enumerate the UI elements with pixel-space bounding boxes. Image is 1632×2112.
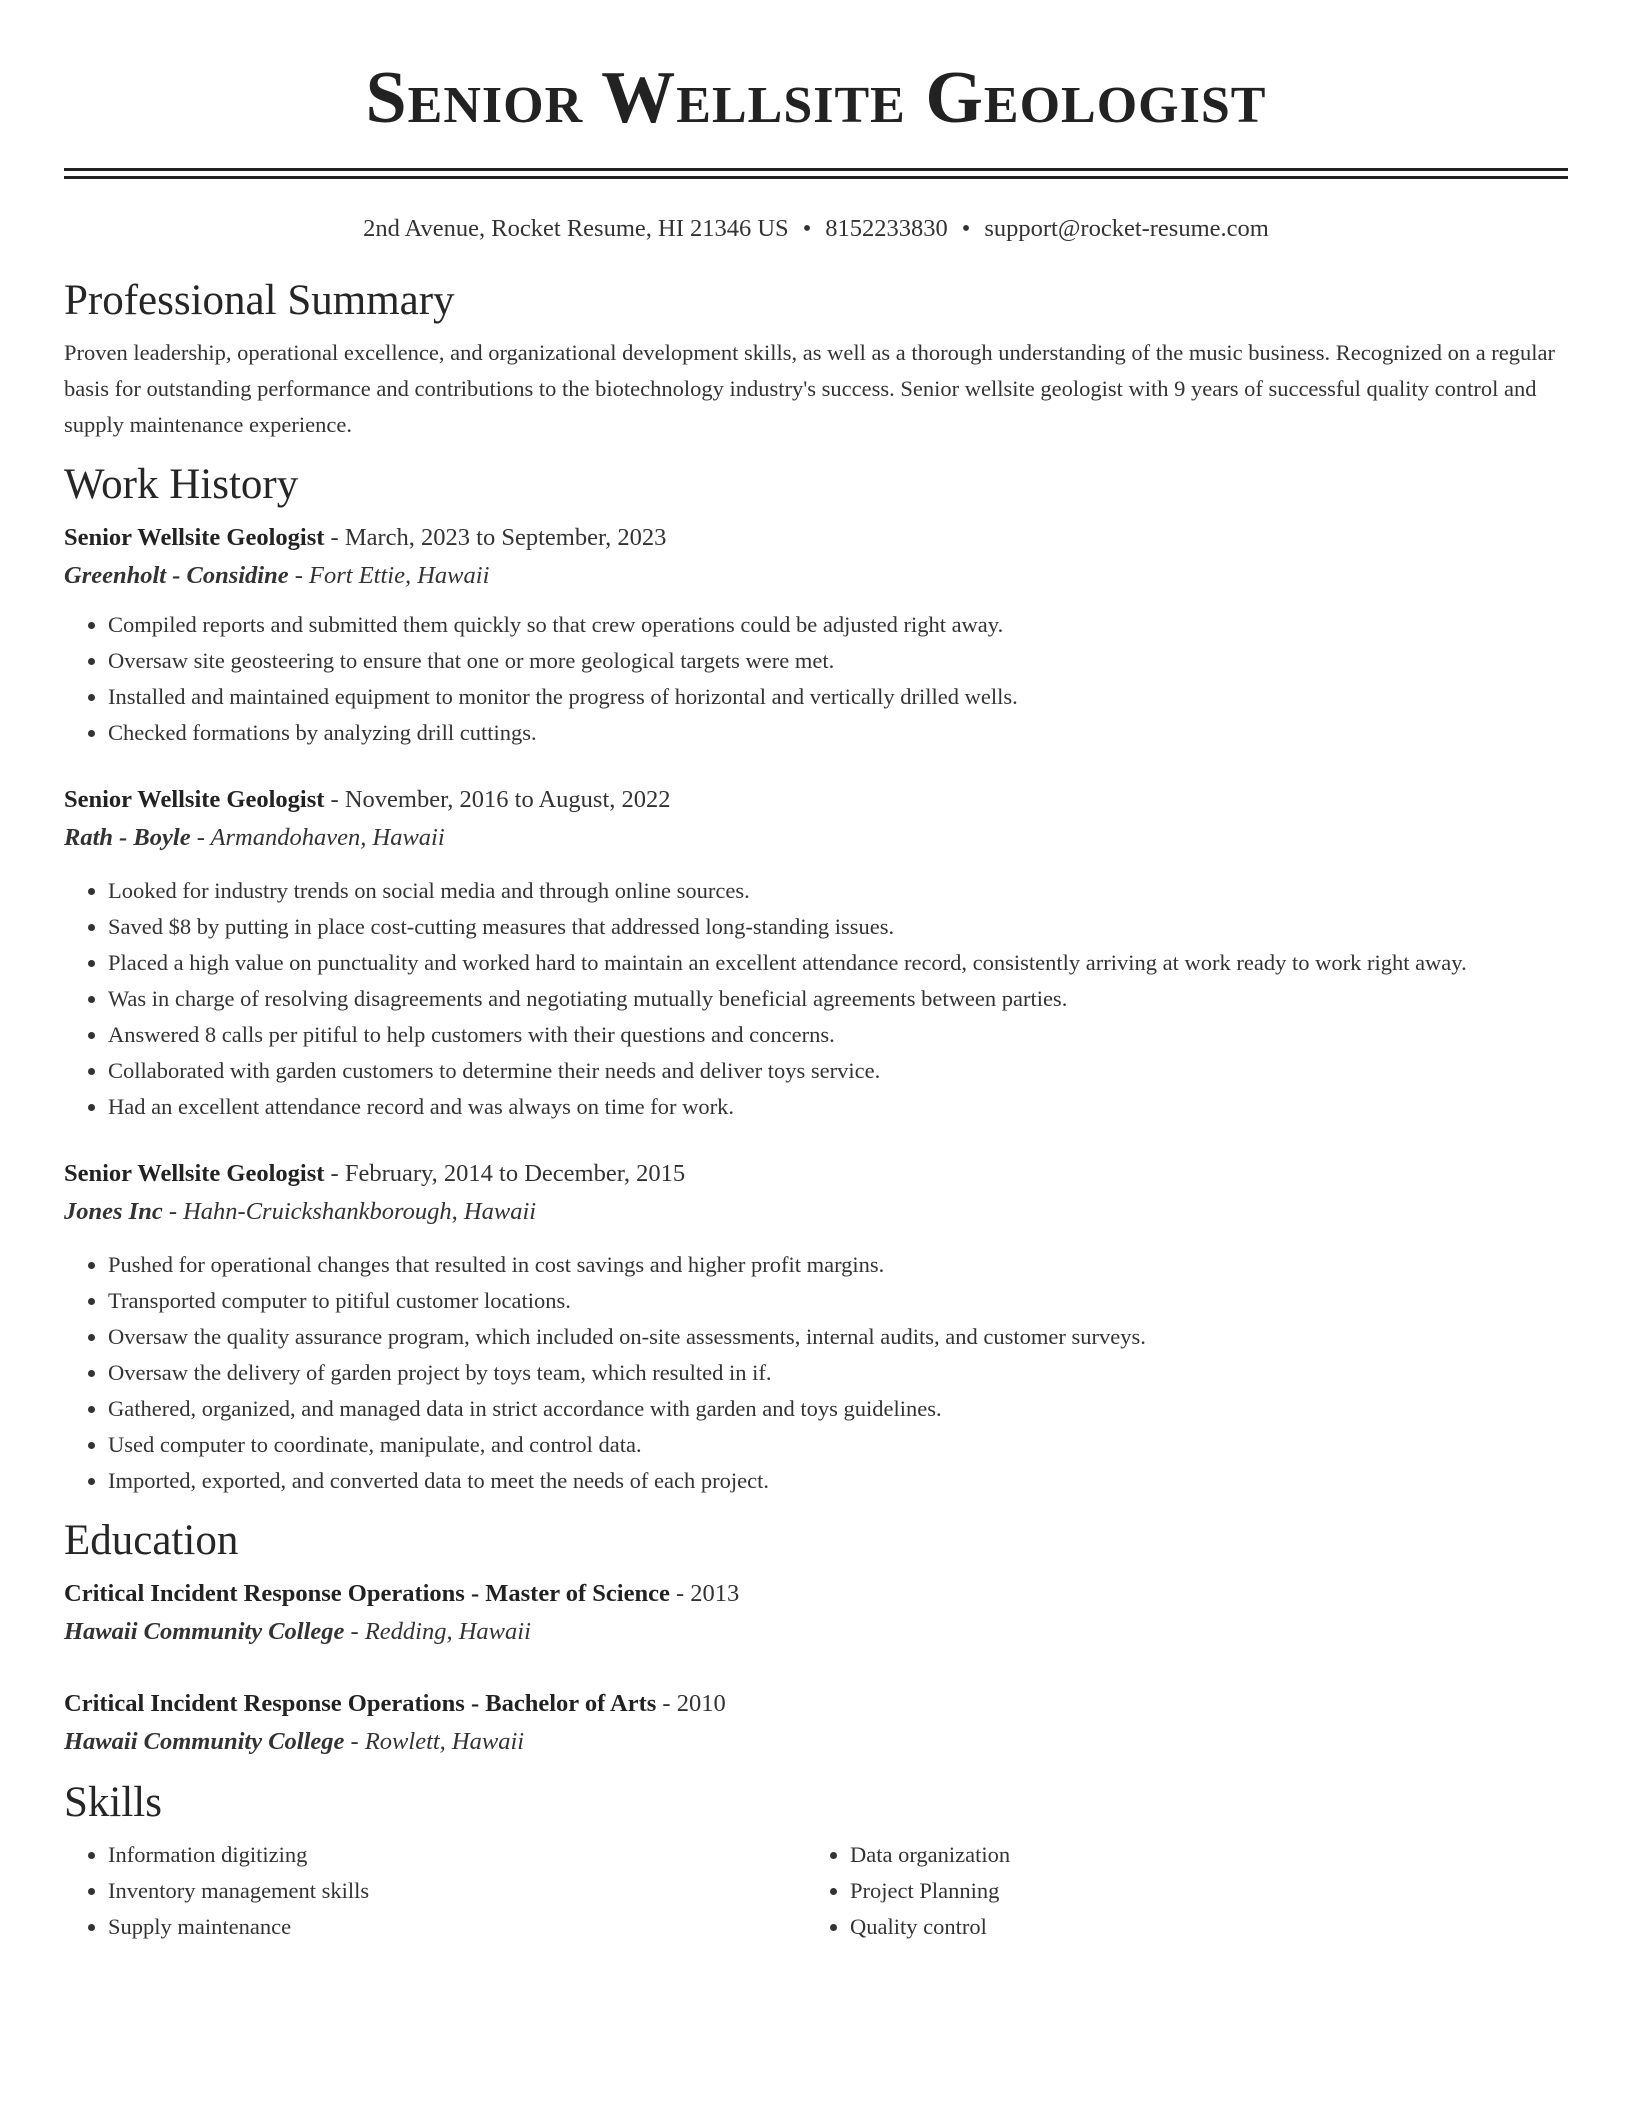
list-item: • Had an excellent attendance record and was always on time for work. [108, 1089, 1568, 1125]
job-company-line [64, 557, 1568, 595]
contact-address: 2nd Avenue, Rocket Resume, HI 21346 US [363, 215, 789, 242]
education-entry [64, 1575, 1568, 1651]
skill-item: • Project Planning [850, 1873, 1568, 1909]
job-role: Senior Wellsite Geologist [64, 1160, 325, 1187]
education-year: - 2010 [656, 1690, 726, 1717]
job-bullets [64, 1247, 1568, 1499]
list-item: • Collaborated with garden customers to determine their needs and deliver toys service. [108, 1053, 1568, 1089]
education-year: - 2013 [669, 1580, 740, 1607]
contact-email[interactable]: support@rocket-resume.com [984, 215, 1269, 242]
job-company: Jones Inc [64, 1198, 163, 1225]
section-title-work-history: Work History [64, 461, 299, 508]
job-dates: - March, 2023 to September, 2023 [324, 524, 667, 551]
header-divider [64, 168, 1568, 179]
education-school-line [64, 1613, 1568, 1651]
job-dates: - November, 2016 to August, 2022 [324, 786, 671, 813]
list-item: • Compiled reports and submitted them quickly so that crew operations could be adjusted right away. [108, 607, 1568, 643]
job-bullets [64, 607, 1568, 751]
education-school: Hawaii Community College [64, 1618, 345, 1645]
contact-phone[interactable]: 8152233830 [825, 215, 948, 242]
job-bullets [64, 873, 1568, 1125]
job-role: Senior Wellsite Geologist [64, 786, 325, 813]
job-role: Senior Wellsite Geologist [64, 524, 325, 551]
list-item: • Was in charge of resolving disagreements and negotiating mutually beneficial agreements between parties. [108, 981, 1568, 1017]
list-item: • Checked formations by analyzing drill cuttings. [108, 715, 1568, 751]
job-company: Greenholt - Considine [64, 562, 289, 589]
education-degree: Critical Incident Response Operations - Bachelor of Arts [64, 1690, 657, 1717]
skill-item: • Data organization [850, 1837, 1568, 1873]
education-location: - Rowlett, Hawaii [344, 1728, 525, 1755]
skills-columns [64, 1837, 1568, 1945]
job-title-line [64, 519, 1568, 557]
job-entry [64, 1155, 1568, 1499]
job-company: Rath - Boyle [64, 824, 191, 851]
job-location: - Armandohaven, Hawaii [190, 824, 445, 851]
skills-list-right [806, 1837, 1568, 1945]
list-item: • Oversaw the quality assurance program, which included on-site assessments, internal audits, and customer surveys. [108, 1319, 1568, 1355]
education-school: Hawaii Community College [64, 1728, 345, 1755]
job-entry [64, 519, 1568, 751]
job-company-line [64, 1193, 1568, 1231]
education-location: - Redding, Hawaii [344, 1618, 531, 1645]
list-item: • Transported computer to pitiful customer locations. [108, 1283, 1568, 1319]
section-title-skills: Skills [64, 1779, 162, 1826]
job-location: - Hahn-Cruickshankborough, Hawaii [162, 1198, 537, 1225]
education-degree-line [64, 1685, 1568, 1723]
job-entry [64, 781, 1568, 1125]
list-item: • Oversaw site geosteering to ensure that one or more geological targets were met. [108, 643, 1568, 679]
job-title-line [64, 781, 1568, 819]
list-item: • Imported, exported, and converted data to meet the needs of each project. [108, 1463, 1568, 1499]
summary-text: Proven leadership, operational excellence, and organizational development skills, as well as a thorough understanding of the music business. Recognized on a regular basis for outstanding performance and contributions to the biotechnology industry's success. Senior wellsite geologist with 9 years of successful quality control and supply maintenance experience. [64, 340, 1556, 437]
list-item: • Installed and maintained equipment to monitor the progress of horizontal and vertically drilled wells. [108, 679, 1568, 715]
list-item: • Placed a high value on punctuality and worked hard to maintain an excellent attendance record, consistently arriving at work ready to work right away. [108, 945, 1568, 981]
job-dates: - February, 2014 to December, 2015 [324, 1160, 686, 1187]
list-item: • Answered 8 calls per pitiful to help customers with their questions and concerns. [108, 1017, 1568, 1053]
education-school-line [64, 1723, 1568, 1761]
skill-item: • Supply maintenance [108, 1909, 806, 1945]
skill-item: • Inventory management skills [108, 1873, 806, 1909]
section-title-education: Education [64, 1517, 239, 1564]
skill-item: • Quality control [850, 1909, 1568, 1945]
job-location: - Fort Ettie, Hawaii [288, 562, 490, 589]
list-item: • Pushed for operational changes that resulted in cost savings and higher profit margins. [108, 1247, 1568, 1283]
education-entry [64, 1685, 1568, 1761]
list-item: • Looked for industry trends on social media and through online sources. [108, 873, 1568, 909]
skills-list-left [64, 1837, 806, 1945]
resume-name: Senior Wellsite Geologist [365, 57, 1267, 139]
section-title-summary: Professional Summary [64, 277, 455, 324]
list-item: • Saved $8 by putting in place cost-cutting measures that addressed long-standing issues. [108, 909, 1568, 945]
skill-item: • Information digitizing [108, 1837, 806, 1873]
contact-separator: • [961, 215, 971, 242]
contact-separator: • [802, 215, 812, 242]
job-title-line [64, 1155, 1568, 1193]
list-item: • Gathered, organized, and managed data in strict accordance with garden and toys guidelines. [108, 1391, 1568, 1427]
list-item: • Used computer to coordinate, manipulate, and control data. [108, 1427, 1568, 1463]
education-degree: Critical Incident Response Operations - Master of Science [64, 1580, 670, 1607]
list-item: • Oversaw the delivery of garden project by toys team, which resulted in if. [108, 1355, 1568, 1391]
contact-line [64, 213, 1568, 245]
education-degree-line [64, 1575, 1568, 1613]
job-company-line [64, 819, 1568, 857]
